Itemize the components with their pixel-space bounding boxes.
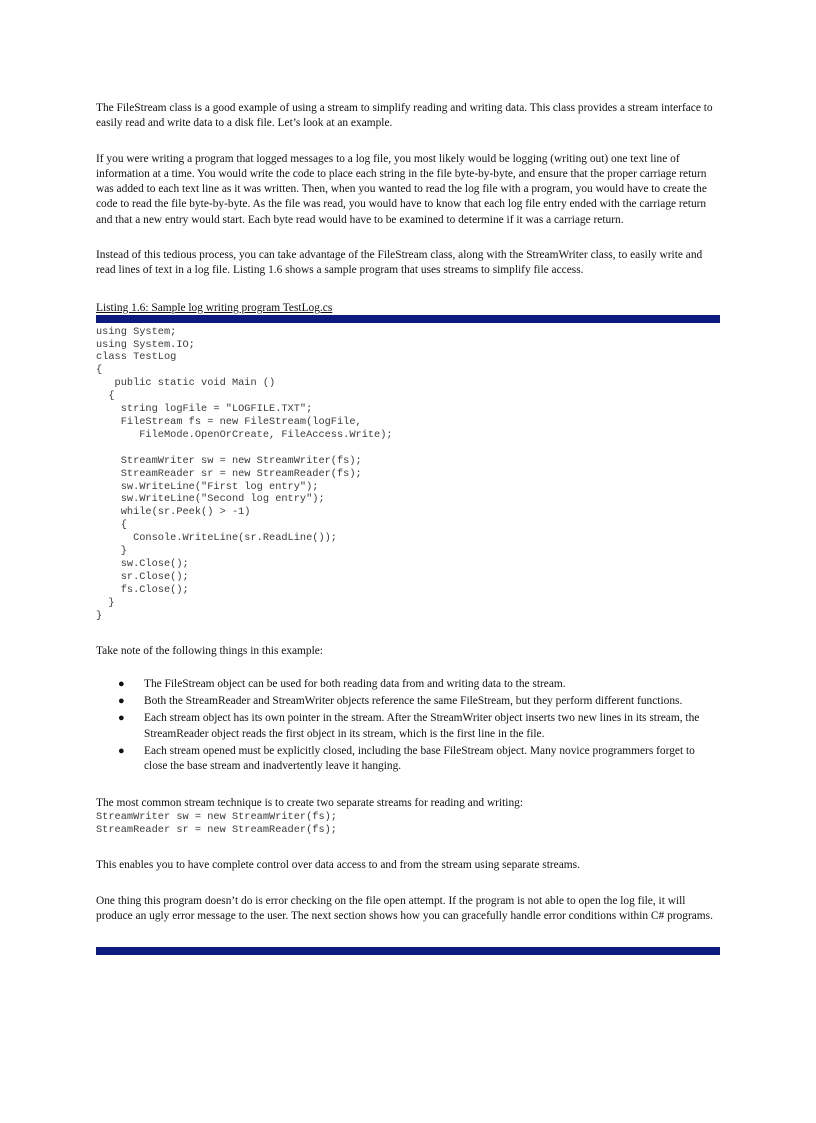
list-item-text: Both the StreamReader and StreamWriter objects reference the same FileStream, but they perform different functions.	[144, 695, 683, 708]
code-listing	[96, 301, 720, 623]
paragraph-intro: The FileStream class is a good example of using a stream to simplify reading and writing data. This class provides a stream interface to easily read and write data to a disk file. Let’s look at an example.	[96, 102, 713, 130]
paragraph-common: The most common stream technique is to create two separate streams for reading and writing:	[96, 796, 524, 809]
list-item	[96, 744, 720, 775]
listing-code: using System; using System.IO; class TestLog { public static void Main () { string logFile = "LOGFILE.TXT"; FileStream fs = new FileStream(logFile, FileMode.OpenOrCreate, FileAccess.Write); StreamWriter sw = new StreamWriter(fs); StreamReader sr = new StreamReader(fs); sw.WriteLine("First log entry"); sw.WriteLine("Second log entry"); while(sr.Peek() > -1) { Console.WriteLine(sr.ReadLine()); } sw.Close(); sr.Close(); fs.Close(); } }	[96, 325, 393, 622]
paragraph-enables: This enables you to have complete control over data access to and from the stream using separate streams.	[96, 858, 580, 871]
listing-top-rule	[96, 315, 720, 323]
paragraph-instead: Instead of this tedious process, you can take advantage of the FileStream class, along with the StreamWriter class, to easily write and read lines of text in a log file. Listing 1.6 shows a sample program that uses streams to simplify file access.	[96, 249, 703, 277]
list-item-text: Each stream opened must be explicitly closed, including the base FileStream object. Many novice programmers forget to close the base stream and inadvertently leave it hanging.	[144, 745, 695, 773]
bullet-icon: ●	[118, 677, 125, 690]
paragraph-logging: If you were writing a program that logged messages to a log file, you most likely would be logging (writing out) one text line of information at a time. You would write the code to place each string in the file byte-by-byte, and ensure that the proper carriage return was added to each text line as it was written. Then, when you wanted to read the log file with a program, you would have to create the code to read the file byte-by-byte. As the file was read, you would have to know that each log file entry ended with the carriage return and that a new entry would start. Each byte read would have to be examined to determine if it was a carriage return.	[96, 152, 707, 226]
code-snippet: StreamWriter sw = new StreamWriter(fs); StreamReader sr = new StreamReader(fs);	[96, 810, 337, 836]
bottom-rule	[96, 947, 720, 955]
list-item	[96, 694, 720, 709]
list-item-text: Each stream object has its own pointer in the stream. After the StreamWriter object inserts two new lines in its stream, the StreamReader object reads the first object in its stream, which is the first line in the file.	[144, 712, 700, 740]
paragraph-error: One thing this program doesn’t do is error checking on the file open attempt. If the program is not able to open the log file, it will produce an ugly error message to the user. The next section shows how you can gracefully handle error conditions within C# programs.	[96, 895, 713, 923]
list-item-text: The FileStream object can be used for both reading data from and writing data to the stream.	[144, 677, 566, 690]
bullet-icon: ●	[118, 712, 125, 725]
paragraph-take-note: Take note of the following things in this example:	[96, 644, 323, 657]
listing-title: Listing 1.6: Sample log writing program TestLog.cs	[96, 301, 333, 314]
document-page	[96, 101, 720, 955]
bullet-icon: ●	[118, 695, 125, 708]
bullet-list	[96, 677, 720, 775]
list-item	[96, 711, 720, 742]
list-item	[96, 677, 720, 692]
bullet-icon: ●	[118, 745, 125, 757]
